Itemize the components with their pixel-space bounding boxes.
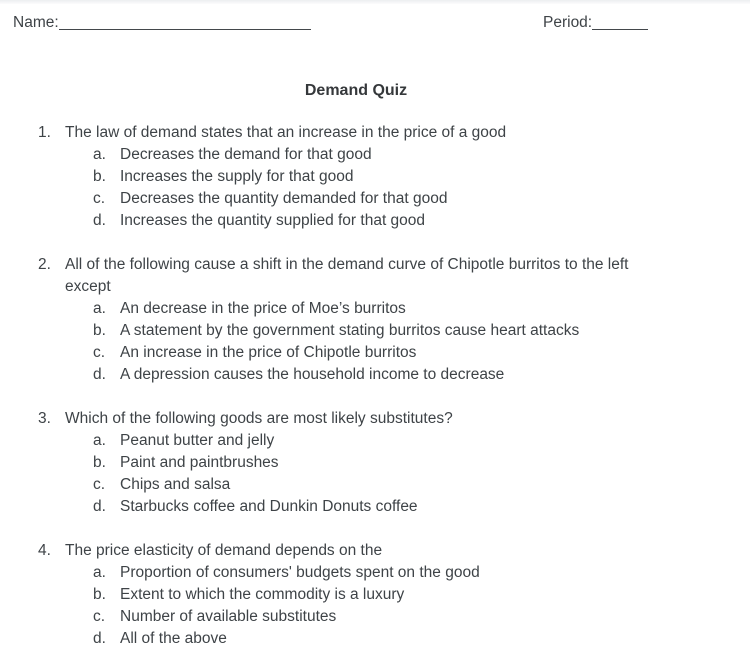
question-1-option-d xyxy=(93,210,750,232)
option-text: Proportion of consumers' budgets spent on the good xyxy=(120,564,480,581)
question-text: Which of the following goods are most likely substitutes? xyxy=(65,410,453,427)
question-1-stem xyxy=(0,122,750,144)
question-3-stem xyxy=(0,408,750,430)
option-letter: b. xyxy=(93,586,106,603)
option-letter: b. xyxy=(93,322,106,339)
option-letter: a. xyxy=(93,146,106,163)
page-top-edge xyxy=(0,0,750,4)
option-text: Paint and paintbrushes xyxy=(120,454,279,471)
question-2 xyxy=(0,254,750,386)
header xyxy=(0,12,750,34)
question-4-option-a xyxy=(93,562,750,584)
option-letter: d. xyxy=(93,212,106,229)
question-4 xyxy=(0,540,750,650)
question-4-option-c xyxy=(93,606,750,628)
question-3-option-a xyxy=(93,430,750,452)
question-1-option-b xyxy=(93,166,750,188)
question-4-stem xyxy=(0,540,750,562)
option-letter: c. xyxy=(93,190,106,207)
option-text: Increases the supply for that good xyxy=(120,168,354,185)
question-3-option-d xyxy=(93,496,750,518)
option-text: Chips and salsa xyxy=(120,476,231,493)
option-text: Increases the quantity supplied for that good xyxy=(120,212,426,229)
option-text: Extent to which the commodity is a luxury xyxy=(120,586,405,603)
question-2-option-d xyxy=(93,364,750,386)
option-text: An decrease in the price of Moe’s burritos xyxy=(120,300,406,317)
question-3 xyxy=(0,408,750,518)
option-letter: c. xyxy=(93,476,106,493)
option-text: Decreases the quantity demanded for that good xyxy=(120,190,448,207)
option-text: Starbucks coffee and Dunkin Donuts coffee xyxy=(120,498,418,515)
option-letter: d. xyxy=(93,366,106,383)
question-text: The law of demand states that an increase in the price of a good xyxy=(65,124,507,141)
question-4-option-b xyxy=(93,584,750,606)
option-letter: a. xyxy=(93,432,106,449)
option-letter: b. xyxy=(93,454,106,471)
option-letter: a. xyxy=(93,564,106,581)
name-label: Name: xyxy=(13,14,59,31)
option-letter: c. xyxy=(93,344,106,361)
option-letter: a. xyxy=(93,300,106,317)
period-field xyxy=(543,12,648,34)
option-text: Peanut butter and jelly xyxy=(120,432,275,449)
name-field xyxy=(13,12,311,34)
name-blank-line xyxy=(59,17,311,30)
question-3-option-b xyxy=(93,452,750,474)
question-1-option-a xyxy=(93,144,750,166)
question-4-option-d xyxy=(93,628,750,650)
question-text: All of the following cause a shift in the demand curve of Chipotle burritos to the left except xyxy=(65,256,629,295)
question-number: 2. xyxy=(38,256,51,273)
question-number: 1. xyxy=(38,124,51,141)
period-blank-line xyxy=(592,17,648,30)
option-text: All of the above xyxy=(120,630,227,647)
option-letter: c. xyxy=(93,608,106,625)
option-text: A depression causes the household income to decrease xyxy=(120,366,505,383)
option-text: Decreases the demand for that good xyxy=(120,146,372,163)
question-number: 4. xyxy=(38,542,51,559)
option-letter: d. xyxy=(93,498,106,515)
option-text: Number of available substitutes xyxy=(120,608,337,625)
question-number: 3. xyxy=(38,410,51,427)
page-title: Demand Quiz xyxy=(304,82,408,99)
question-text: The price elasticity of demand depends on the xyxy=(65,542,383,559)
question-2-option-b xyxy=(93,320,750,342)
question-2-option-c xyxy=(93,342,750,364)
option-text: A statement by the government stating burritos cause heart attacks xyxy=(120,322,580,339)
question-1-option-c xyxy=(93,188,750,210)
question-2-stem xyxy=(0,254,750,298)
question-2-option-a xyxy=(93,298,750,320)
option-letter: b. xyxy=(93,168,106,185)
question-1 xyxy=(0,122,750,232)
option-letter: d. xyxy=(93,630,106,647)
question-3-option-c xyxy=(93,474,750,496)
period-label: Period: xyxy=(543,14,593,31)
option-text: An increase in the price of Chipotle burritos xyxy=(120,344,417,361)
